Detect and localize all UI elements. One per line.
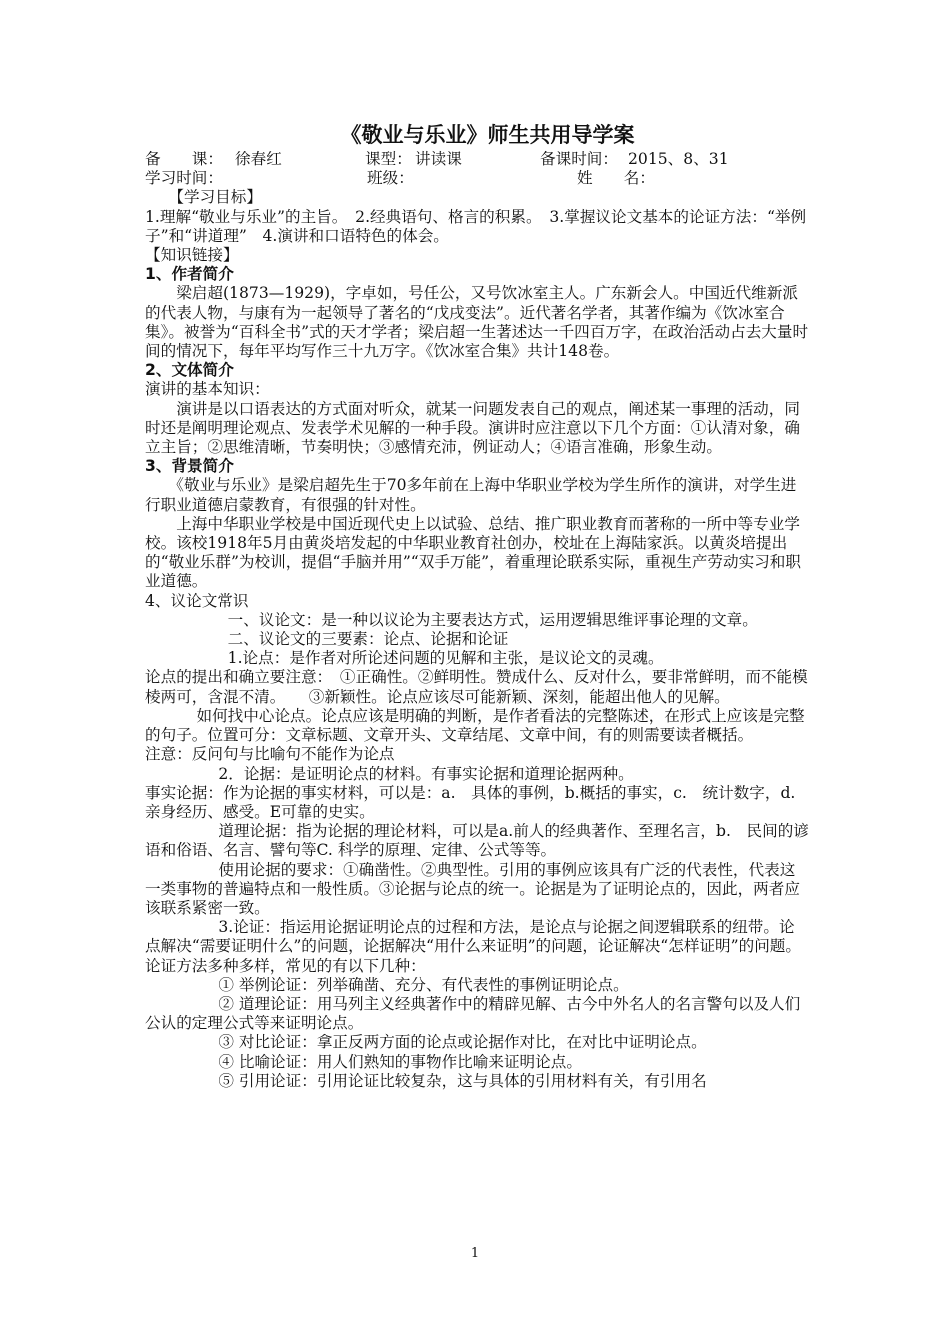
argument-def: 一、议论文：是一种以议论为主要表达方式，运用逻辑思维评事论理的文章。 <box>227 610 758 629</box>
argument-three: 二、议论文的三要素：论点、论据和论证 <box>227 630 509 649</box>
page-number: 1 <box>470 1246 480 1261</box>
argument-proof: 3.论证：指运用论据证明论点的过程和方法，是论点与论据之间逻辑联系的纽带。论点解决“需要证明什么”的问题，论据解决“用什么来证明”的问题，论证解决“怎样证明”的问题。论证方法多种多样，常见的有以下几种： <box>145 918 801 975</box>
method-1: ① 举例论证：列举确凿、充分、有代表性的事例证明论点。 <box>218 975 629 994</box>
method-3: ③ 对比论证：拿正反两方面的论点或论据作对比，在对比中证明论点。 <box>218 1033 707 1052</box>
goals-text: 1.理解“敬业与乐业”的主旨。 2.经典语句、格言的积累。 3.掌握议论文基本的论证方法：“举例子”和“讲道理” 4.演讲和口语特色的体会。 <box>145 207 807 245</box>
argument-reason: 道理论据：指为论据的理论材料，可以是a.前人的经典著作、至理名言，b. 民间的谚语和俗语、名言、譬句等C. 科学的原理、定律、公式等等。 <box>145 822 809 860</box>
method-5: ⑤ 引用论证：引用论证比较复杂，这与具体的引用材料有关，有引用名 <box>218 1071 707 1090</box>
meta-row-2 <box>145 169 810 188</box>
argument-heading: 4、议论文常识 <box>145 591 249 610</box>
background-heading: 3、背景简介 <box>145 457 234 476</box>
argument-thesis: 1.论点：是作者对所论述问题的见解和主张，是议论文的灵魂。 <box>227 649 664 668</box>
prep-time-label: 备课时间： <box>540 150 618 168</box>
background-p1: 《敬业与乐业》是梁启超先生于70多年前在上海中华职业学校为学生所作的演讲，对学生进行职业道德启蒙教育，有很强的针对性。 <box>145 476 797 514</box>
argument-find: 如何找中心论点。论点应该是明确的判断，是作者看法的完整陈述，在形式上应该是完整的句子。位置可分：文章标题、文章开头、文章结尾、文章中间，有的则需要读者概括。 <box>145 706 805 745</box>
argument-fact: 事实论据：作为论据的事实材料，可以是：a. 具体的事例，b.概括的事实，c. 统计数字，d. 亲身经历、感受。E可靠的史实。 <box>145 783 811 821</box>
genre-heading: 2、文体简介 <box>145 361 234 380</box>
preparer-label: 备 课： <box>145 150 223 168</box>
goals-heading: 【学习目标】 <box>168 188 262 207</box>
class-label: 班级： <box>367 169 414 188</box>
method-4: ④ 比喻论证：用人们熟知的事物作比喻来证明论点。 <box>218 1052 582 1071</box>
author-text: 梁启超(1873—1929)，字卓如，号任公，又号饮冰室主人。广东新会人。中国近代维新派的代表人物，与康有为一起领导了著名的“戊戌变法”。近代著名学者，其著作编为《饮冰室合集》。被誉为“百科全书”式的天才学者；梁启超一生著述达一千四百万字，在政治活动占去大量时间的情况下，每年平均写作三十九万字。《饮冰室合集》共计148卷。 <box>145 284 809 361</box>
study-time-label: 学习时间： <box>145 169 223 188</box>
lesson-type-label: 课型： <box>365 150 412 168</box>
genre-text: 演讲是以口语表达的方式面对听众，就某一问题发表自己的观点，阐述某一事理的活动，同时还是阐明理论观点、发表学术见解的一种手段。演讲时应注意以下几个方面：①认清对象，确立主旨；②思维清晰，节奏明快；③感情充沛，例证动人；④语言准确，形象生动。 <box>145 399 800 457</box>
meta-row-1 <box>145 150 810 169</box>
document-page <box>145 120 810 1091</box>
author-heading: 1、作者简介 <box>145 265 234 284</box>
prep-time-value: 2015、8、31 <box>628 150 729 168</box>
links-heading: 【知识链接】 <box>145 246 239 265</box>
argument-use: 使用论据的要求：①确凿性。②典型性。引用的事例应该具有广泛的代表性，代表这一类事物的普遍特点和一般性质。③论据与论点的统一。论据是为了证明论点的，因此，两者应该联系紧密一致。 <box>145 860 800 917</box>
background-p2: 上海中华职业学校是中国近现代史上以试验、总结、推广职业教育而著称的一所中等专业学校。该校1918年5月由黄炎培发起的中华职业教育社创办，校址在上海陆家浜。以黄炎培提出的“敬业乐群”为校训，提倡“手脑并用”“双手万能”，着重理论联系实际，重视生产劳动实习和职业道德。 <box>145 514 801 591</box>
document-title: 《敬业与乐业》师生共用导学案 <box>340 123 635 147</box>
lesson-type-value: 讲读课 <box>415 150 462 168</box>
name-label: 姓 名： <box>577 169 655 188</box>
argument-thesis-req: 论点的提出和确立要注意： ①正确性。②鲜明性。赞成什么、反对什么，要非常鲜明，而不能模棱两可，含混不清。 ③新颖性。论点应该尽可能新颖、深刻，能超出他人的见解。 <box>145 668 808 706</box>
genre-sub: 演讲的基本知识： <box>145 380 270 399</box>
method-2: ② 道理论证：用马列主义经典著作中的精辟见解、古今中外名人的名言警句以及人们公认的定理公式等来证明论点。 <box>145 994 801 1033</box>
preparer-value: 徐春红 <box>235 150 282 168</box>
argument-note: 注意：反问句与比喻句不能作为论点 <box>145 745 395 764</box>
argument-evidence: 2．论据：是证明论点的材料。有事实论据和道理论据两种。 <box>218 764 634 783</box>
